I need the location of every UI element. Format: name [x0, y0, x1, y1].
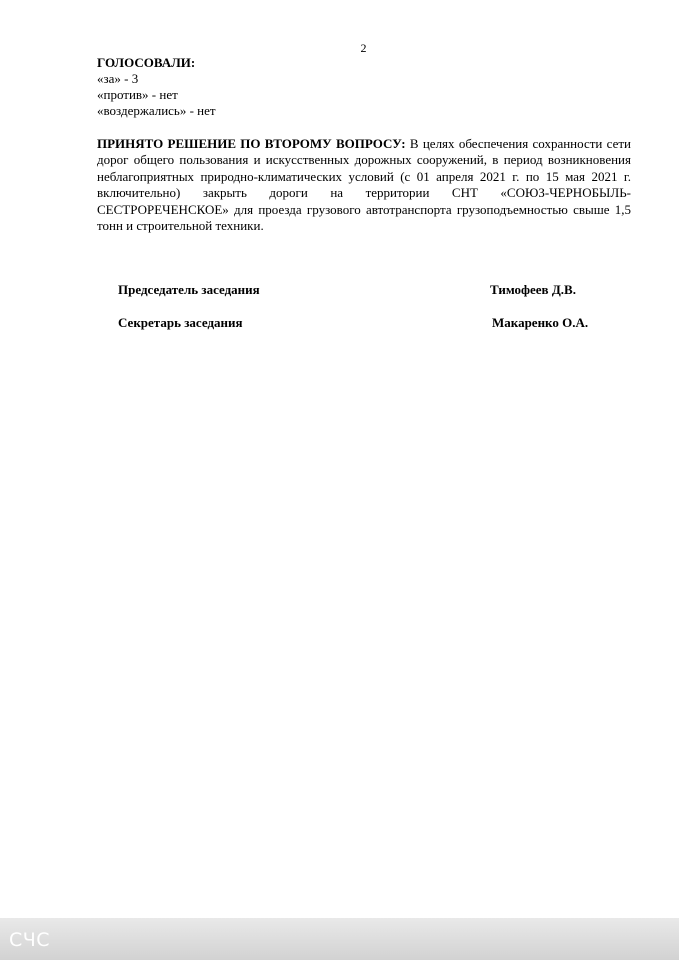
- vote-for: «за» - 3: [97, 71, 139, 86]
- decision-title: ПРИНЯТО РЕШЕНИЕ ПО ВТОРОМУ ВОПРОСУ:: [97, 136, 406, 151]
- footer-bar: [0, 918, 679, 960]
- secretary-signature-row: [118, 315, 618, 331]
- vote-abstained: «воздержались» - нет: [97, 103, 216, 118]
- secretary-name: Макаренко О.А.: [492, 315, 589, 330]
- watermark-logo: СЧС: [9, 929, 51, 951]
- chair-name: Тимофеев Д.В.: [490, 282, 576, 297]
- voting-results: [97, 55, 216, 119]
- chair-role: Председатель заседания: [118, 282, 260, 297]
- secretary-role: Секретарь заседания: [118, 315, 243, 330]
- vote-against: «против» - нет: [97, 87, 178, 102]
- page-number: 2: [360, 41, 367, 55]
- decision-text: В целях обеспечения сохранности сети дорог общего пользования и искусственных дорожных сооружений, в период возникновения неблагоприятных природно-климатических условий (с 01 апреля 2021 г. по 15 мая 2021 г. включительно) закрыть дороги на территории СНТ «СОЮЗ-ЧЕРНОБЫЛЬ-СЕСТРОРЕЧЕНСКОЕ» для проезда грузового автотранспорта грузоподъемностью свыше 1,5 тонн и строительной техники.: [97, 136, 631, 234]
- voting-title: ГОЛОСОВАЛИ:: [97, 55, 196, 70]
- chair-signature-row: [118, 282, 618, 298]
- decision-paragraph: [97, 136, 631, 234]
